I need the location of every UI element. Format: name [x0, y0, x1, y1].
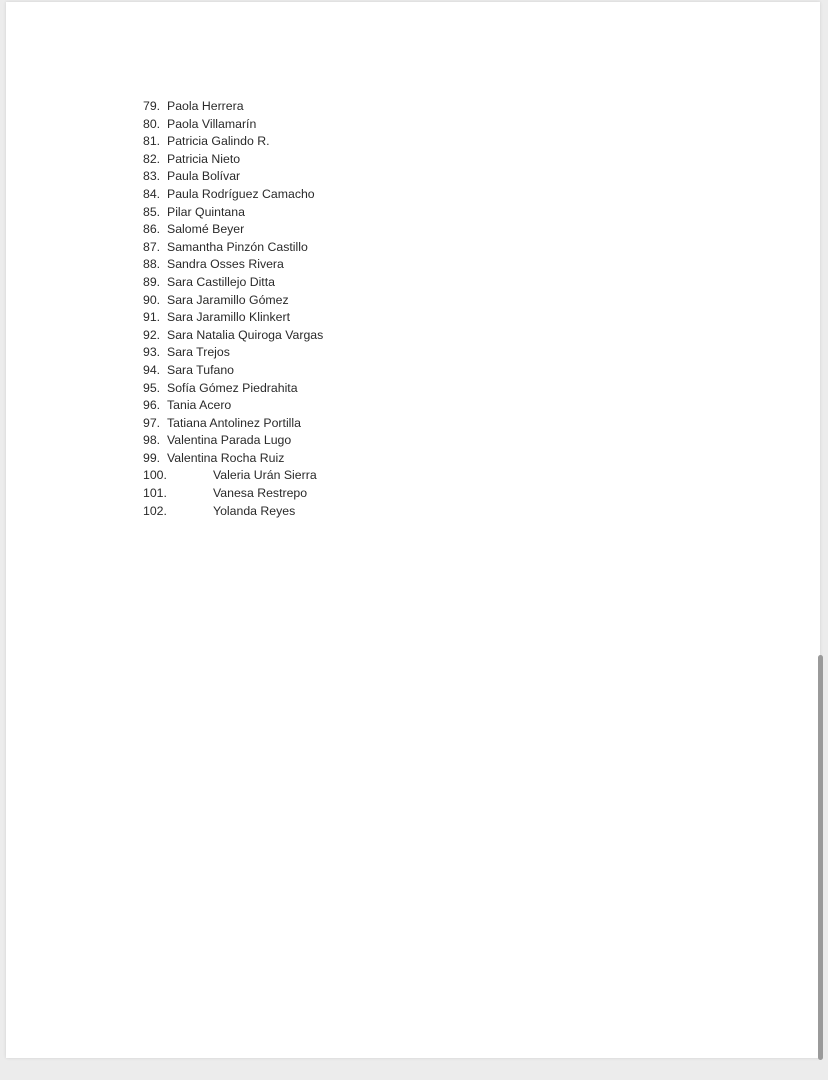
- item-number: 98.: [143, 433, 161, 448]
- item-name: Tatiana Antolinez Portilla: [167, 415, 301, 430]
- item-name: Tania Acero: [167, 398, 232, 413]
- item-number: 90.: [143, 292, 161, 307]
- list-item: [143, 133, 323, 151]
- item-number: 82.: [143, 151, 161, 166]
- item-number: 83.: [143, 169, 161, 184]
- item-name: Vanesa Restrepo: [213, 486, 308, 501]
- list-item: [143, 151, 323, 169]
- item-name: Valentina Rocha Ruiz: [167, 450, 285, 465]
- name-list: [143, 98, 323, 520]
- list-item: [143, 362, 323, 380]
- list-item: [143, 98, 323, 116]
- list-item: [143, 327, 323, 345]
- item-number: 94.: [143, 362, 161, 377]
- item-name: Patricia Galindo R.: [167, 134, 270, 149]
- item-name: Sara Tufano: [167, 362, 234, 377]
- item-number: 91.: [143, 310, 161, 325]
- item-number: 95.: [143, 380, 161, 395]
- scrollbar-thumb[interactable]: [818, 655, 823, 1060]
- list-item: [143, 186, 323, 204]
- item-number: 99.: [143, 450, 161, 465]
- item-number: 92.: [143, 327, 161, 342]
- item-number: 87.: [143, 239, 161, 254]
- list-item: [143, 415, 323, 433]
- item-name: Patricia Nieto: [167, 151, 241, 166]
- item-number: 86.: [143, 222, 161, 237]
- item-name: Salomé Beyer: [167, 222, 245, 237]
- item-name: Pilar Quintana: [167, 204, 245, 219]
- item-name: Sara Natalia Quiroga Vargas: [167, 327, 324, 342]
- item-name: Paula Rodríguez Camacho: [167, 186, 315, 201]
- item-number: 84.: [143, 186, 161, 201]
- item-number: 85.: [143, 204, 161, 219]
- list-item: [143, 274, 323, 292]
- list-item: [143, 432, 323, 450]
- list-item: [143, 116, 323, 134]
- item-name: Sandra Osses Rivera: [167, 257, 284, 272]
- item-name: Sara Castillejo Ditta: [167, 274, 275, 289]
- item-number: 96.: [143, 398, 161, 413]
- item-number: 102.: [143, 503, 167, 518]
- list-item: [143, 397, 323, 415]
- item-number: 81.: [143, 134, 161, 149]
- item-number: 100.: [143, 468, 167, 483]
- item-name: Sara Jaramillo Klinkert: [167, 310, 291, 325]
- item-number: 80.: [143, 116, 161, 131]
- item-name: Samantha Pinzón Castillo: [167, 239, 308, 254]
- item-name: Paola Villamarín: [167, 116, 257, 131]
- item-number: 88.: [143, 257, 161, 272]
- list-item: [143, 467, 323, 485]
- item-name: Yolanda Reyes: [213, 503, 296, 518]
- item-number: 89.: [143, 274, 161, 289]
- list-item: [143, 503, 323, 521]
- list-item: [143, 292, 323, 310]
- item-name: Sara Trejos: [167, 345, 230, 360]
- list-item: [143, 309, 323, 327]
- list-item: [143, 239, 323, 257]
- item-name: Sofía Gómez Piedrahita: [167, 380, 298, 395]
- item-name: Paula Bolívar: [167, 169, 241, 184]
- item-number: 79.: [143, 99, 161, 113]
- item-number: 97.: [143, 415, 161, 430]
- item-name: Sara Jaramillo Gómez: [167, 292, 289, 307]
- document-page: [6, 2, 820, 1058]
- item-name: Valentina Parada Lugo: [167, 433, 292, 448]
- list-item: [143, 204, 323, 222]
- list-item: [143, 485, 323, 503]
- list-item: [143, 450, 323, 468]
- list-item: [143, 168, 323, 186]
- list-item: [143, 221, 323, 239]
- list-item: [143, 380, 323, 398]
- list-item: [143, 344, 323, 362]
- list-item: [143, 256, 323, 274]
- item-number: 93.: [143, 345, 161, 360]
- item-name: Valeria Urán Sierra: [213, 468, 317, 483]
- item-number: 101.: [143, 486, 167, 501]
- vertical-scrollbar[interactable]: [818, 0, 824, 1080]
- item-name: Paola Herrera: [167, 99, 244, 113]
